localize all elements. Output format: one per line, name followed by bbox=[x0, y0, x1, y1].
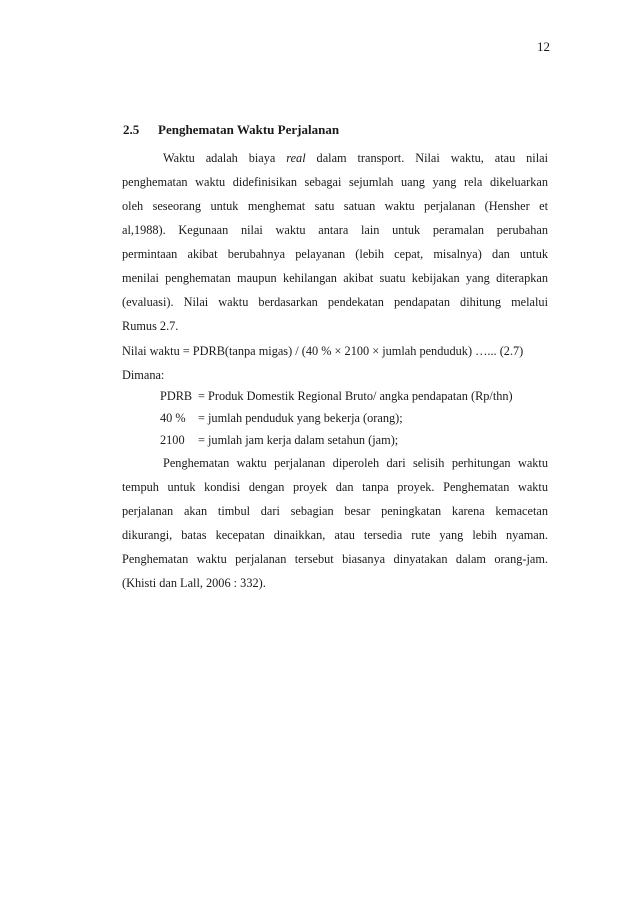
where-label: Dimana: bbox=[122, 368, 165, 382]
definition-row bbox=[160, 407, 513, 429]
formula-block bbox=[122, 339, 548, 387]
paragraph-value-of-time bbox=[122, 146, 548, 338]
formula-equation: Nilai waktu = PDRB(tanpa migas) / (40 % × 2100 × jumlah penduduk) …... (2.7) bbox=[122, 344, 524, 358]
paragraph-line: menilai penghematan maupun kehilangan akibat suatu kebijakan yang diterapkan bbox=[122, 271, 548, 285]
section-heading bbox=[123, 121, 339, 139]
text-run: dalam transport. Nilai waktu, atau nilai bbox=[305, 151, 549, 165]
definition-desc: = Produk Domestik Regional Bruto/ angka pendapatan (Rp/thn) bbox=[198, 389, 513, 403]
page-number: 12 bbox=[537, 39, 550, 54]
definition-term: 40 % bbox=[160, 411, 186, 425]
paragraph-line: (evaluasi). Nilai waktu berdasarkan pendekatan pendapatan dihitung melalui bbox=[122, 295, 548, 309]
paragraph-line: tempuh untuk kondisi dengan proyek dan tanpa proyek. Penghematan waktu bbox=[122, 480, 548, 494]
definition-desc: = jumlah jam kerja dalam setahun (jam); bbox=[198, 433, 399, 447]
paragraph-line: dikurangi, batas kecepatan dinaikkan, atau tersedia rute yang lebih nyaman. bbox=[122, 528, 548, 542]
definition-term: 2100 bbox=[160, 433, 185, 447]
definition-desc: = jumlah penduduk yang bekerja (orang); bbox=[198, 411, 403, 425]
italic-term: real bbox=[286, 151, 306, 165]
paragraph-line: penghematan waktu didefinisikan sebagai sejumlah uang yang rela dikeluarkan bbox=[122, 175, 548, 189]
paragraph-line: perjalanan akan timbul dari sebagian besar peningkatan karena kemacetan bbox=[122, 504, 548, 518]
paragraph-line: Rumus 2.7. bbox=[122, 319, 179, 333]
formula-definitions bbox=[160, 385, 513, 451]
paragraph-line: permintaan akibat berubahnya pelayanan (lebih cepat, misalnya) dan untuk bbox=[122, 247, 548, 261]
definition-row bbox=[160, 429, 513, 451]
paragraph-line: al,1988). Kegunaan nilai waktu antara lain untuk peramalan perubahan bbox=[122, 223, 548, 237]
section-title: Penghematan Waktu Perjalanan bbox=[158, 122, 340, 137]
text-run: Waktu adalah biaya bbox=[163, 151, 287, 165]
paragraph-time-savings bbox=[122, 451, 548, 595]
paragraph-line bbox=[122, 146, 548, 170]
paragraph-line: Penghematan waktu perjalanan diperoleh dari selisih perhitungan waktu bbox=[163, 456, 548, 470]
paragraph-line: (Khisti dan Lall, 2006 : 332). bbox=[122, 576, 266, 590]
paragraph-line: oleh seseorang untuk menghemat satu satuan waktu perjalanan (Hensher et bbox=[122, 199, 548, 213]
definition-term: PDRB bbox=[160, 389, 193, 403]
section-number: 2.5 bbox=[123, 122, 140, 137]
paragraph-line: Penghematan waktu perjalanan tersebut biasanya dinyatakan dalam orang-jam. bbox=[122, 552, 548, 566]
definition-row bbox=[160, 385, 513, 407]
